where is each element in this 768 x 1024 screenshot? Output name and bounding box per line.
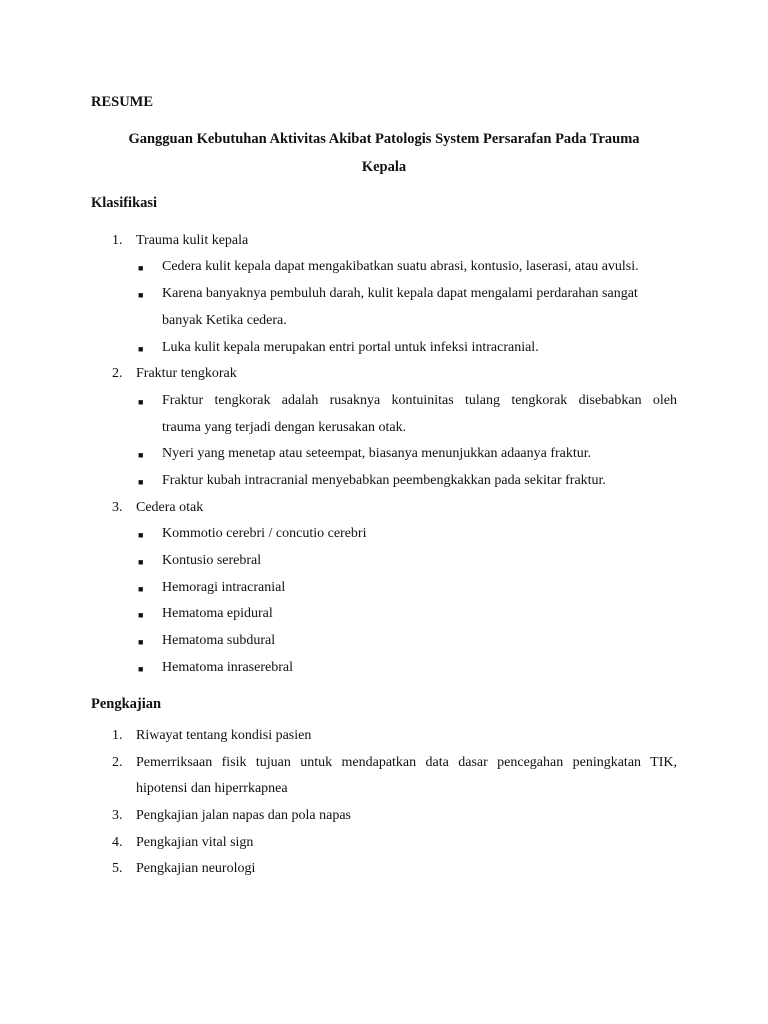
bullet-text: Cedera kulit kepala dapat mengakibatkan suatu abrasi, kontusio, laserasi, atau avulsi. [162, 259, 639, 274]
bullet-text-continuation: banyak Ketika cedera. [162, 313, 287, 328]
list-number: 2. [112, 755, 123, 770]
bullet-icon: ■ [138, 610, 144, 620]
document-title-line-2: Kepala [361, 159, 407, 175]
list-number: 2. [112, 366, 123, 381]
bullet-icon: ■ [138, 584, 144, 594]
bullet-text: Luka kulit kepala merupakan entri portal untuk infeksi intracranial. [162, 340, 539, 355]
bullet-text: Fraktur tengkorak adalah rusaknya kontuinitas tulang tengkorak disebabkan oleh [162, 393, 677, 408]
bullet-text-continuation: trauma yang terjadi dengan kerusakan otak. [162, 420, 407, 435]
bullet-text: Hemoragi intracranial [162, 580, 286, 595]
list-number: 3. [112, 500, 123, 515]
bullet-text: Hematoma epidural [162, 606, 273, 621]
list-number: 5. [112, 861, 123, 876]
bullet-icon: ■ [138, 450, 144, 460]
bullet-text: Fraktur kubah intracranial menyebabkan peembengkakkan pada sekitar fraktur. [162, 473, 606, 488]
bullet-icon: ■ [138, 477, 144, 487]
bullet-icon: ■ [138, 664, 144, 674]
list-number: 3. [112, 808, 123, 823]
bullet-icon: ■ [138, 397, 144, 407]
list-item-label: Fraktur tengkorak [136, 366, 237, 381]
bullet-icon: ■ [138, 263, 144, 273]
list-item-text-continuation: hipotensi dan hiperrkapnea [136, 781, 288, 796]
bullet-icon: ■ [138, 290, 144, 300]
list-item-text: Pengkajian jalan napas dan pola napas [136, 808, 351, 823]
list-item-label: Cedera otak [136, 500, 204, 515]
bullet-icon: ■ [138, 344, 144, 354]
list-item-text: Pengkajian vital sign [136, 835, 254, 850]
list-number: 1. [112, 728, 123, 743]
bullet-text: Kommotio cerebri / concutio cerebri [162, 526, 367, 541]
bullet-text: Karena banyaknya pembuluh darah, kulit kepala dapat mengalami perdarahan sangat [162, 286, 638, 301]
resume-label: RESUME [91, 94, 154, 110]
bullet-text: Hematoma subdural [162, 633, 276, 648]
bullet-icon: ■ [138, 530, 144, 540]
bullet-icon: ■ [138, 557, 144, 567]
bullet-text: Kontusio serebral [162, 553, 262, 568]
list-item-text: Riwayat tentang kondisi pasien [136, 728, 312, 743]
list-number: 4. [112, 835, 123, 850]
list-item-text: Pemerriksaan fisik tujuan untuk mendapatkan data dasar pencegahan peningkatan TIK, [136, 755, 677, 770]
bullet-icon: ■ [138, 637, 144, 647]
document-title-line-1: Gangguan Kebutuhan Aktivitas Akibat Patologis System Persarafan Pada Trauma [128, 131, 640, 147]
bullet-text: Hematoma inraserebral [162, 660, 293, 675]
section-heading-klasifikasi: Klasifikasi [91, 195, 158, 211]
bullet-text: Nyeri yang menetap atau seteempat, biasanya menunjukkan adaanya fraktur. [162, 446, 592, 461]
list-number: 1. [112, 233, 123, 248]
list-item-text: Pengkajian neurologi [136, 861, 256, 876]
list-item-label: Trauma kulit kepala [136, 233, 249, 248]
section-heading-pengkajian: Pengkajian [91, 696, 162, 712]
